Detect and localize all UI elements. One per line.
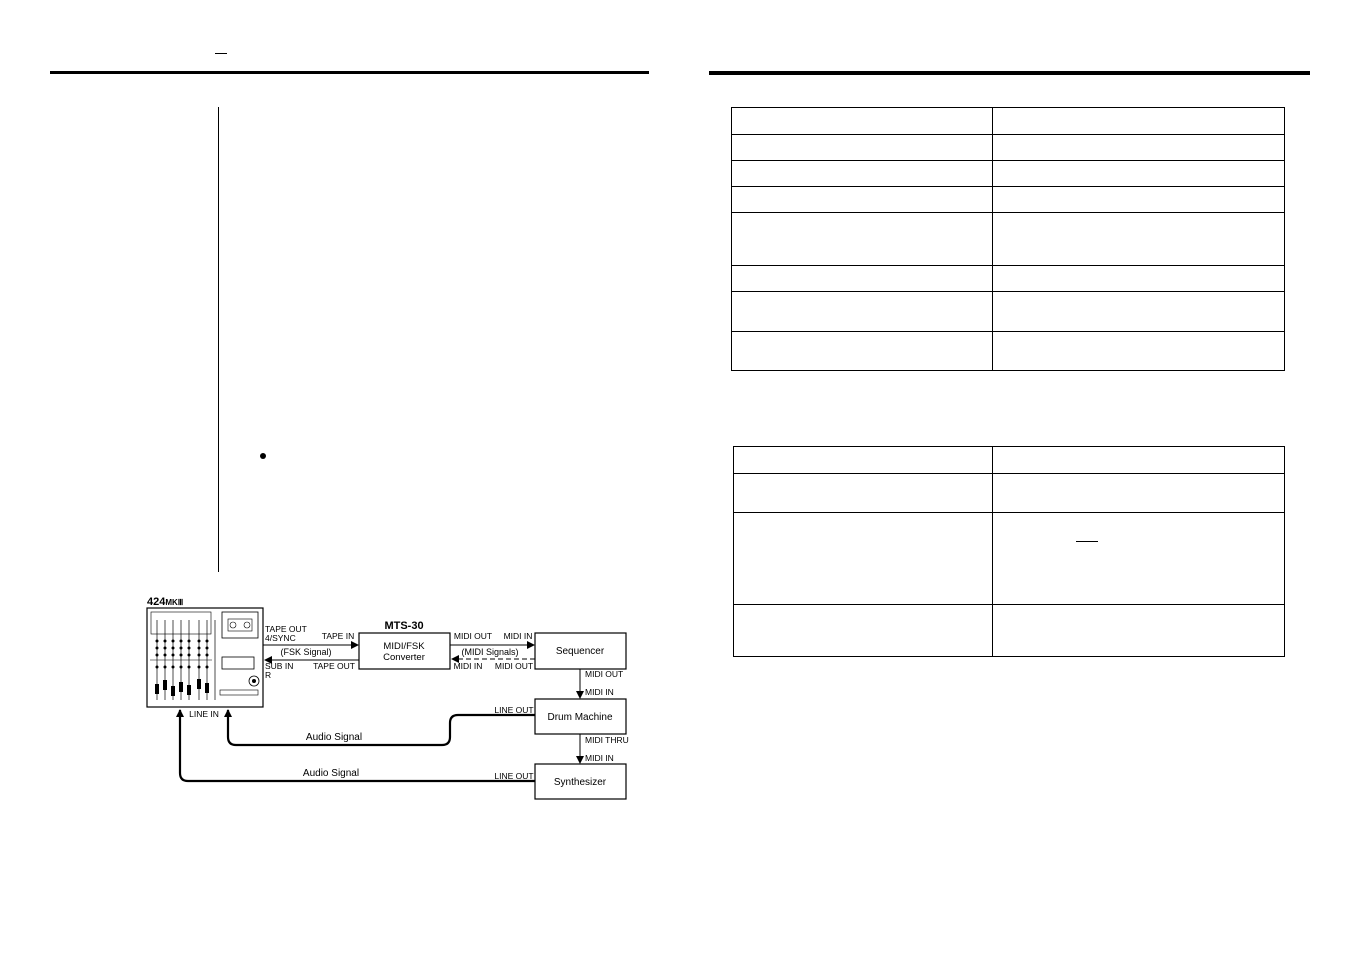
sub-in-label-2: R [265, 670, 272, 680]
synth-audio-signal-label: Audio Signal [302, 768, 360, 779]
fsk-signal-label: (FSK Signal) [280, 647, 332, 657]
tape-in-label: TAPE IN [321, 631, 355, 641]
midi-signals-label: (MIDI Signals) [461, 647, 519, 657]
tape-out-sync-label-2: 4/SYNC [265, 633, 296, 643]
sequencer-label: Sequencer [555, 646, 605, 657]
synthesizer-label: Synthesizer [553, 777, 607, 788]
converter-label-line2: Converter [383, 652, 425, 663]
sequencer-midi-out-down-label: MIDI OUT [585, 669, 624, 679]
converter-midi-in-label: MIDI IN [453, 661, 483, 671]
drum-midi-thru-label: MIDI THRU [585, 735, 629, 745]
sequencer-midi-out-label: MIDI OUT [494, 661, 534, 671]
tape-out-sync-label-1: TAPE OUT [265, 624, 307, 634]
converter-label-line1: MIDI/FSK [383, 641, 425, 652]
line-in-label: LINE IN [189, 709, 219, 719]
synth-midi-in-label: MIDI IN [585, 753, 614, 763]
converter-title: MTS-30 [384, 620, 424, 632]
sequencer-midi-in-label: MIDI IN [503, 631, 533, 641]
sub-in-label-1: SUB IN [265, 661, 294, 671]
synth-line-out-label: LINE OUT [494, 771, 534, 781]
converter-midi-out-label: MIDI OUT [453, 631, 493, 641]
drum-line-out-label: LINE OUT [494, 705, 534, 715]
tape-out-label: TAPE OUT [313, 661, 355, 671]
drum-audio-signal-label: Audio Signal [305, 732, 363, 743]
recorder-illustration [147, 608, 263, 707]
drum-machine-label: Drum Machine [547, 712, 613, 723]
recorder-label: 424MKⅢ [147, 596, 184, 608]
drum-midi-in-label: MIDI IN [585, 687, 614, 697]
drum-audio-line [228, 710, 535, 745]
